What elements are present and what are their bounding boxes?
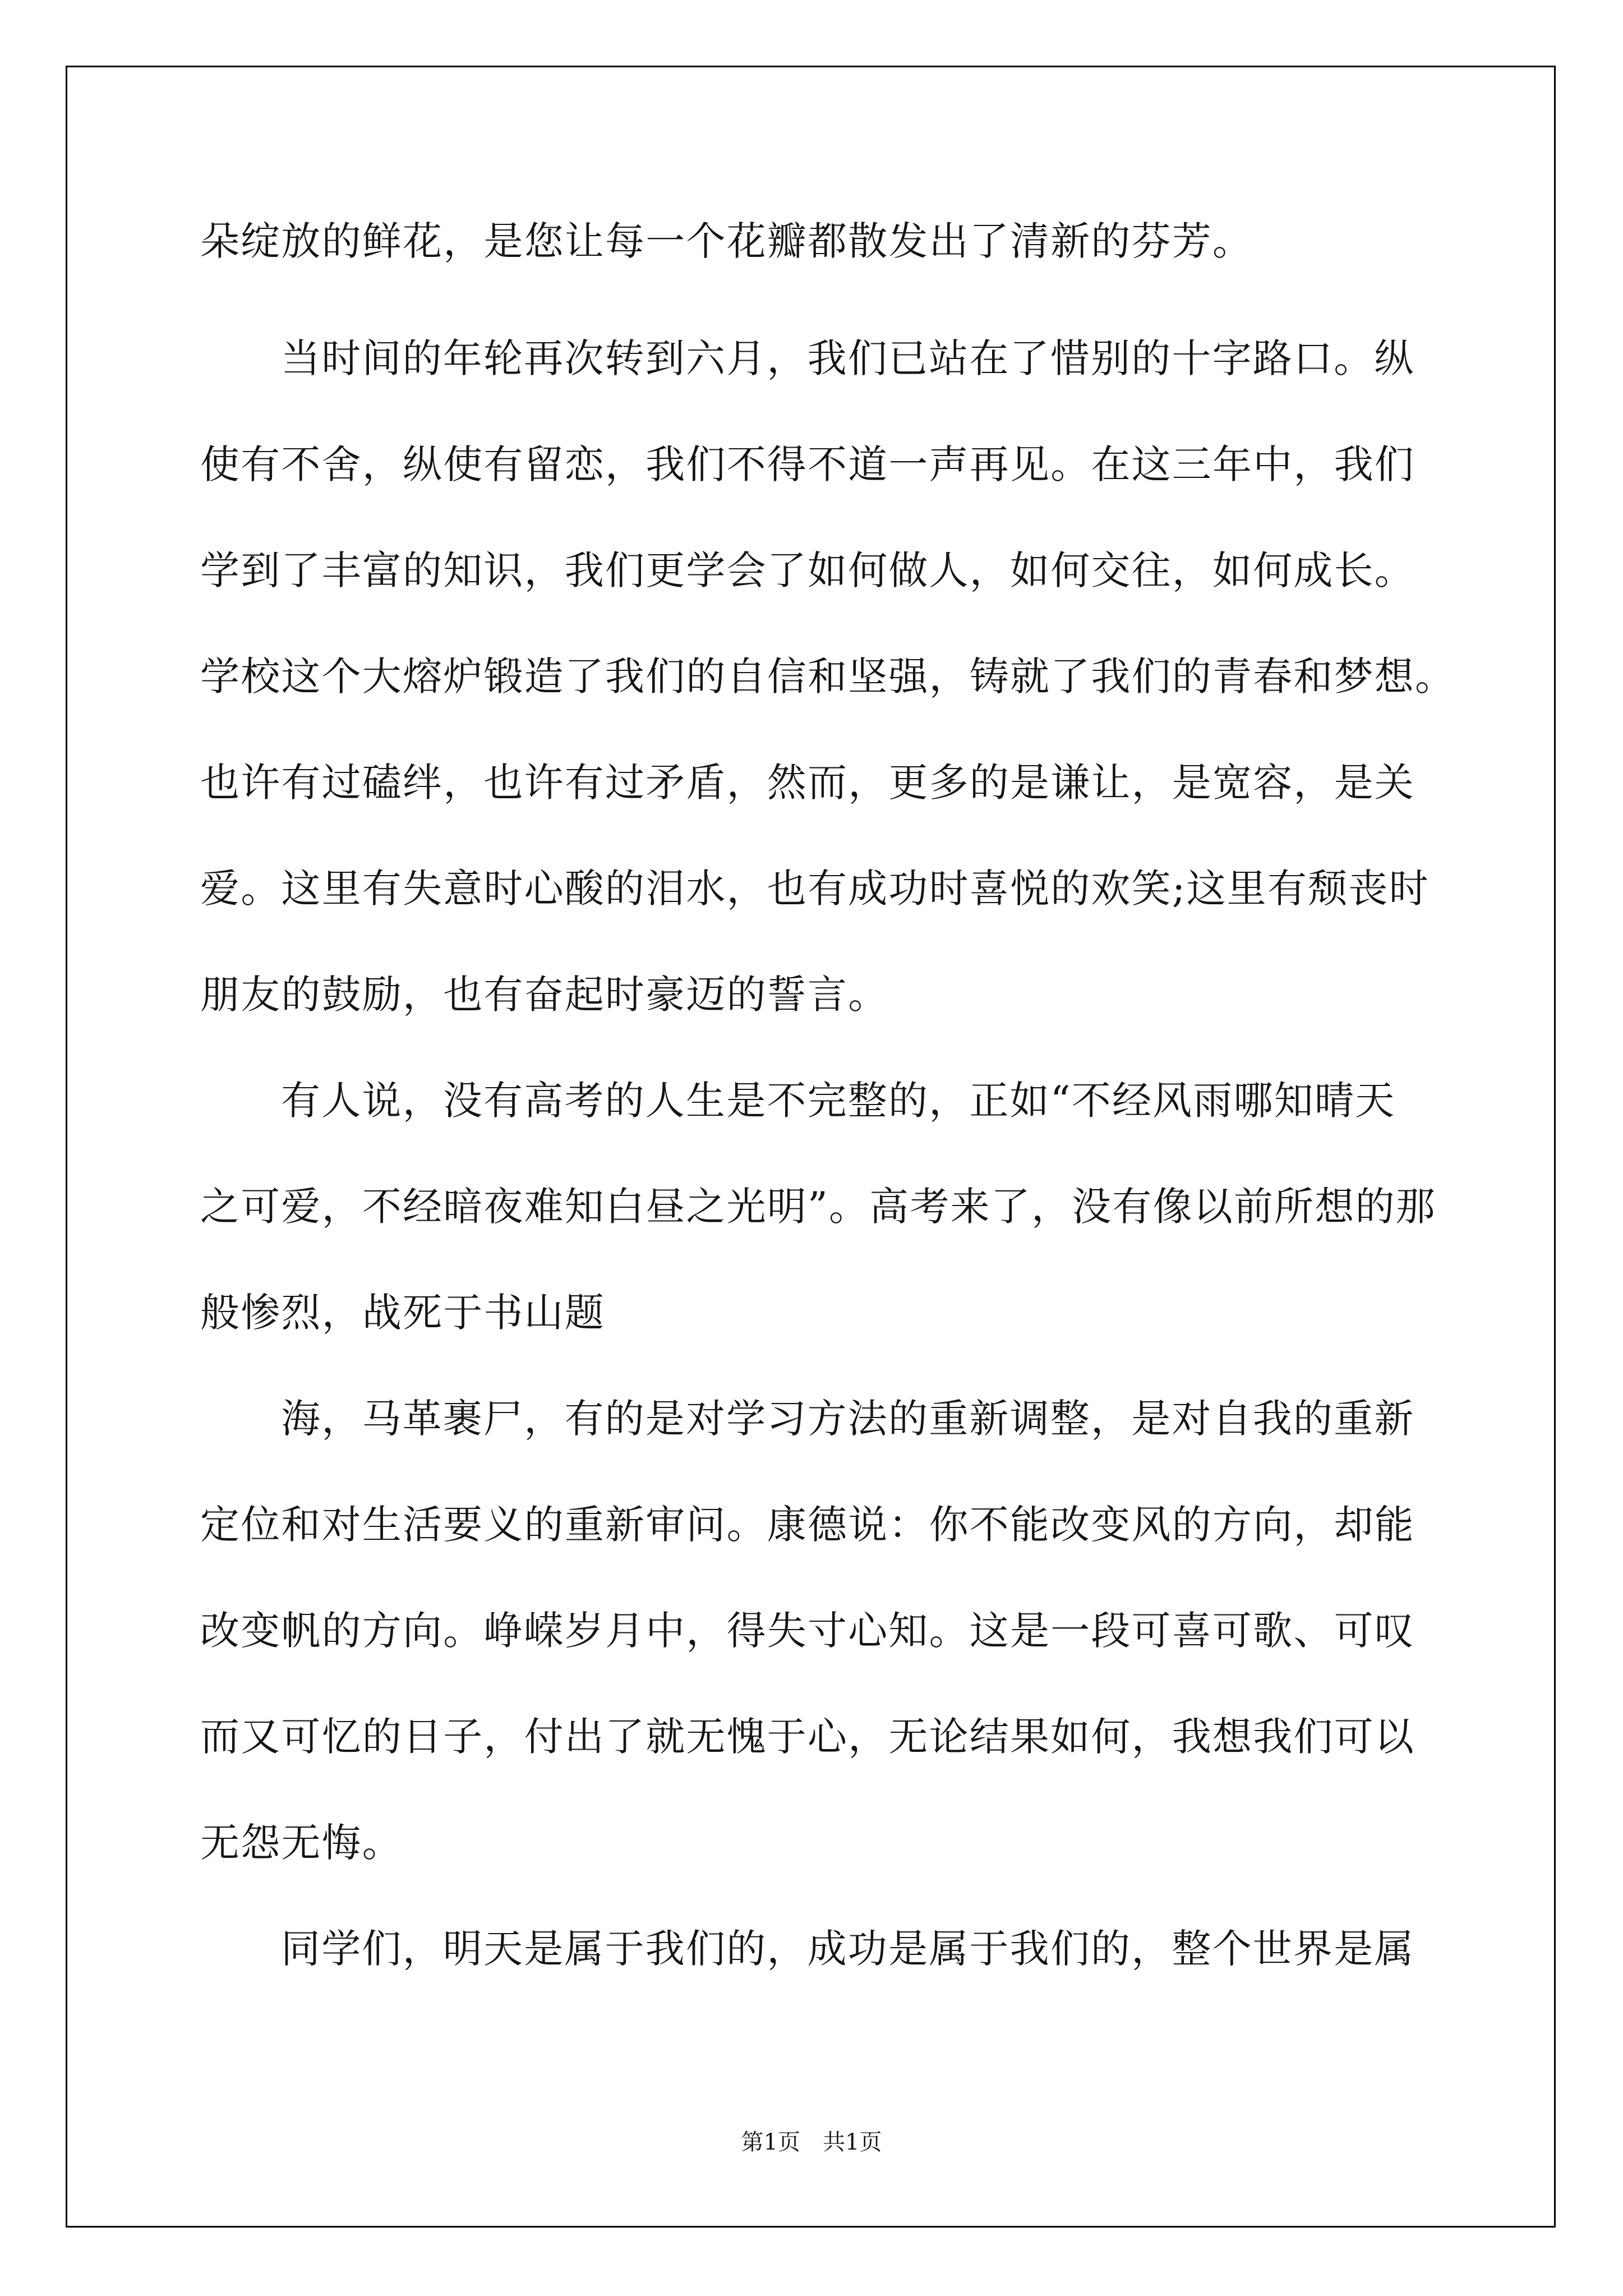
paragraph [200,1896,1490,2002]
text-line: 学校这个大熔炉锻造了我们的自信和坚强，铸就了我们的青春和梦想。 [200,654,1456,700]
text-line: 而又可忆的日子，付出了就无愧于心，无论结果如何，我想我们可以 [200,1714,1415,1760]
text-line: 般惨烈，战死于书山题 [200,1290,605,1336]
text-line: 海，马革裹尸，有的是对学习方法的重新调整，是对自我的重新 [281,1396,1415,1442]
text-line: 也许有过磕绊，也许有过矛盾，然而，更多的是谦让，是宽容，是关 [200,760,1415,806]
text-line: 当时间的年轮再次转到六月，我们已站在了惜别的十字路口。纵 [281,335,1415,381]
text-line: 无怨无悔。 [200,1820,403,1866]
text-line: 学到了丰富的知识，我们更学会了如何做人，如何交往，如何成长。 [200,547,1415,593]
text-line: 同学们，明天是属于我们的，成功是属于我们的，整个世界是属 [281,1926,1415,1972]
text-line: 使有不舍，纵使有留恋，我们不得不道一声再见。在这三年中，我们 [200,441,1415,487]
paragraph [200,1048,1490,1366]
text-line: 之可爱，不经暗夜难知白昼之光明”。高考来了，没有像以前所想的那 [200,1184,1436,1230]
page-number-footer: 第1页 共1页 [741,2129,882,2155]
paragraph [200,1366,1490,1896]
text-line: 朵绽放的鲜花，是您让每一个花瓣都散发出了清新的芬芳。 [200,218,1253,264]
text-line: 有人说，没有高考的人生是不完整的，正如“不经风雨哪知晴天 [281,1078,1396,1124]
text-line: 爱。这里有失意时心酸的泪水，也有成功时喜悦的欢笑;这里有颓丧时 [200,866,1430,912]
document-body [200,188,1490,2002]
paragraph [200,188,1490,295]
text-line: 定位和对生活要义的重新审问。康德说：你不能改变风的方向，却能 [200,1502,1415,1548]
text-line: 改变帆的方向。峥嵘岁月中，得失寸心知。这是一段可喜可歌、可叹 [200,1608,1415,1654]
paragraph [200,306,1490,1048]
text-line: 朋友的鼓励，也有奋起时豪迈的誓言。 [200,972,889,1018]
